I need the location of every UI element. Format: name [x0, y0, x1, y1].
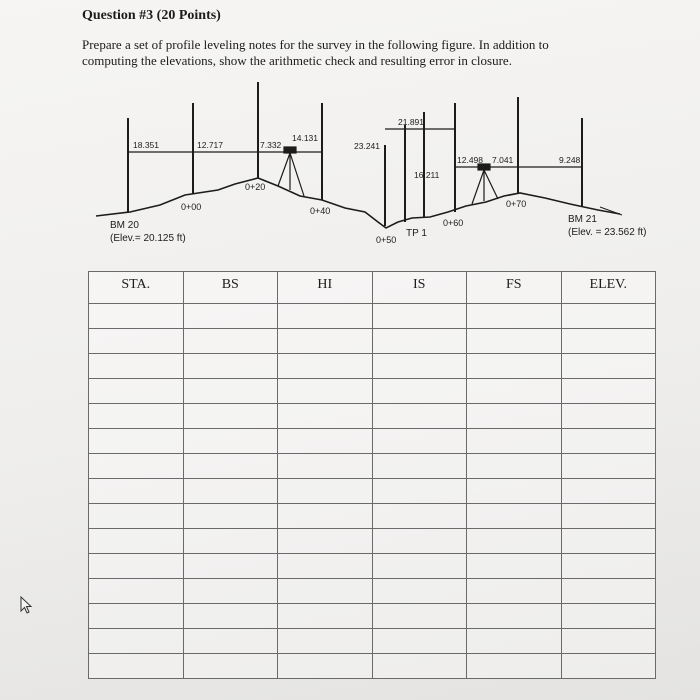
reading-is-0-60: 12.498: [457, 155, 483, 165]
table-cell: [89, 329, 184, 354]
table-cell: [278, 354, 373, 379]
reading-is-0-40: 14.131: [292, 133, 318, 143]
table-cell: [183, 329, 278, 354]
table-cell: [183, 404, 278, 429]
table-cell: [561, 504, 656, 529]
station-0-40: 0+40: [310, 206, 331, 216]
table-cell: [278, 479, 373, 504]
table-cell: [467, 379, 562, 404]
table-cell: [467, 454, 562, 479]
table-cell: [467, 429, 562, 454]
station-0-60: 0+60: [443, 218, 464, 228]
table-cell: [183, 604, 278, 629]
table-cell: [89, 354, 184, 379]
header-elev: ELEV.: [561, 272, 656, 304]
station-0-50: 0+50: [376, 235, 397, 245]
table-cell: [561, 304, 656, 329]
table-row: [89, 479, 656, 504]
table-row: [89, 529, 656, 554]
table-cell: [561, 529, 656, 554]
table-cell: [183, 579, 278, 604]
reading-fs-bm21: 9.248: [559, 155, 581, 165]
table-cell: [372, 579, 467, 604]
table-cell: [372, 554, 467, 579]
table-cell: [278, 579, 373, 604]
header-sta: STA.: [89, 272, 184, 304]
table-cell: [183, 554, 278, 579]
table-cell: [467, 579, 562, 604]
table-cell: [467, 529, 562, 554]
table-cell: [89, 404, 184, 429]
table-cell: [561, 479, 656, 504]
table-cell: [372, 604, 467, 629]
table-cell: [467, 504, 562, 529]
table-row: [89, 629, 656, 654]
cursor-arrow-icon: [20, 596, 34, 616]
table-cell: [89, 554, 184, 579]
table-cell: [278, 554, 373, 579]
table-cell: [372, 404, 467, 429]
table-cell: [278, 304, 373, 329]
station-0-20: 0+20: [245, 182, 266, 192]
table-cell: [89, 454, 184, 479]
table-row: [89, 379, 656, 404]
reading-bs-tp1: 21.891: [398, 117, 424, 127]
table-cell: [278, 329, 373, 354]
table-cell: [183, 654, 278, 679]
table-cell: [561, 629, 656, 654]
table-cell: [561, 654, 656, 679]
table-cell: [372, 429, 467, 454]
table-row: [89, 554, 656, 579]
table-row: [89, 454, 656, 479]
table-cell: [561, 579, 656, 604]
table-body: [89, 304, 656, 679]
table-cell: [278, 379, 373, 404]
table-cell: [183, 629, 278, 654]
question-text-line-1: Prepare a set of profile leveling notes for the survey in the following figure. In addition to: [82, 37, 549, 52]
table-cell: [467, 329, 562, 354]
table-cell: [372, 379, 467, 404]
table-cell: [278, 654, 373, 679]
header-bs: BS: [183, 272, 278, 304]
table-row: [89, 404, 656, 429]
table-cell: [278, 504, 373, 529]
table-header-row: [89, 272, 656, 304]
table-cell: [278, 404, 373, 429]
bm21-elevation: (Elev. = 23.562 ft): [568, 227, 647, 238]
question-title: Question #3 (20 Points): [82, 8, 221, 23]
table-cell: [372, 304, 467, 329]
table-cell: [372, 454, 467, 479]
table-cell: [89, 479, 184, 504]
table-cell: [89, 304, 184, 329]
header-is: IS: [372, 272, 467, 304]
table-cell: [372, 504, 467, 529]
header-hi: HI: [278, 272, 373, 304]
table-cell: [467, 629, 562, 654]
table-cell: [467, 404, 562, 429]
tp1-label: TP 1: [406, 228, 427, 239]
table-cell: [467, 554, 562, 579]
table-cell: [467, 304, 562, 329]
table-row: [89, 354, 656, 379]
table-cell: [278, 454, 373, 479]
reading-is-0-20: 7.332: [260, 140, 282, 150]
table-cell: [372, 654, 467, 679]
bm20-elevation: (Elev.= 20.125 ft): [110, 233, 186, 244]
table-cell: [183, 454, 278, 479]
table-cell: [561, 379, 656, 404]
table-cell: [372, 479, 467, 504]
table-cell: [561, 404, 656, 429]
table-cell: [372, 329, 467, 354]
table-cell: [467, 604, 562, 629]
table-row: [89, 329, 656, 354]
table-cell: [561, 604, 656, 629]
reading-fs-tp1: 23.241: [354, 141, 380, 151]
table-row: [89, 504, 656, 529]
table-cell: [89, 604, 184, 629]
table-cell: [89, 654, 184, 679]
table-cell: [561, 429, 656, 454]
table-row: [89, 604, 656, 629]
table-cell: [89, 579, 184, 604]
table-cell: [467, 479, 562, 504]
table-cell: [183, 354, 278, 379]
table-cell: [561, 329, 656, 354]
table-cell: [278, 429, 373, 454]
bm20-label: BM 20: [110, 220, 139, 231]
reading-is-0-50: 16.211: [414, 170, 440, 180]
station-0-70: 0+70: [506, 199, 527, 209]
table-cell: [561, 454, 656, 479]
table-cell: [561, 554, 656, 579]
table-cell: [467, 354, 562, 379]
reading-is-0-00: 12.717: [197, 140, 223, 150]
table-row: [89, 429, 656, 454]
bm21-label: BM 21: [568, 214, 597, 225]
header-fs: FS: [467, 272, 562, 304]
table-cell: [372, 354, 467, 379]
table-row: [89, 579, 656, 604]
leveling-notes-table: [88, 271, 656, 679]
table-cell: [183, 379, 278, 404]
table-cell: [183, 304, 278, 329]
table-cell: [372, 529, 467, 554]
table-cell: [467, 654, 562, 679]
table-cell: [183, 504, 278, 529]
table-cell: [278, 629, 373, 654]
table-cell: [89, 504, 184, 529]
level-instrument-2-icon: [472, 164, 498, 204]
table-cell: [183, 479, 278, 504]
table-cell: [89, 629, 184, 654]
table-row: [89, 304, 656, 329]
question-text-line-2: computing the elevations, show the arithmetic check and resulting error in closure.: [82, 53, 512, 68]
table-cell: [89, 379, 184, 404]
reading-is-0-70: 7.041: [492, 155, 514, 165]
table-row: [89, 654, 656, 679]
profile-leveling-figure: [0, 0, 700, 260]
table-cell: [89, 429, 184, 454]
table-cell: [89, 529, 184, 554]
table-cell: [561, 354, 656, 379]
reading-bs-bm20: 18.351: [133, 140, 159, 150]
table-cell: [278, 529, 373, 554]
station-0-00: 0+00: [181, 202, 202, 212]
table-cell: [183, 429, 278, 454]
table-cell: [278, 604, 373, 629]
ground-profile-line: [96, 178, 620, 228]
table-cell: [183, 529, 278, 554]
table-cell: [372, 629, 467, 654]
